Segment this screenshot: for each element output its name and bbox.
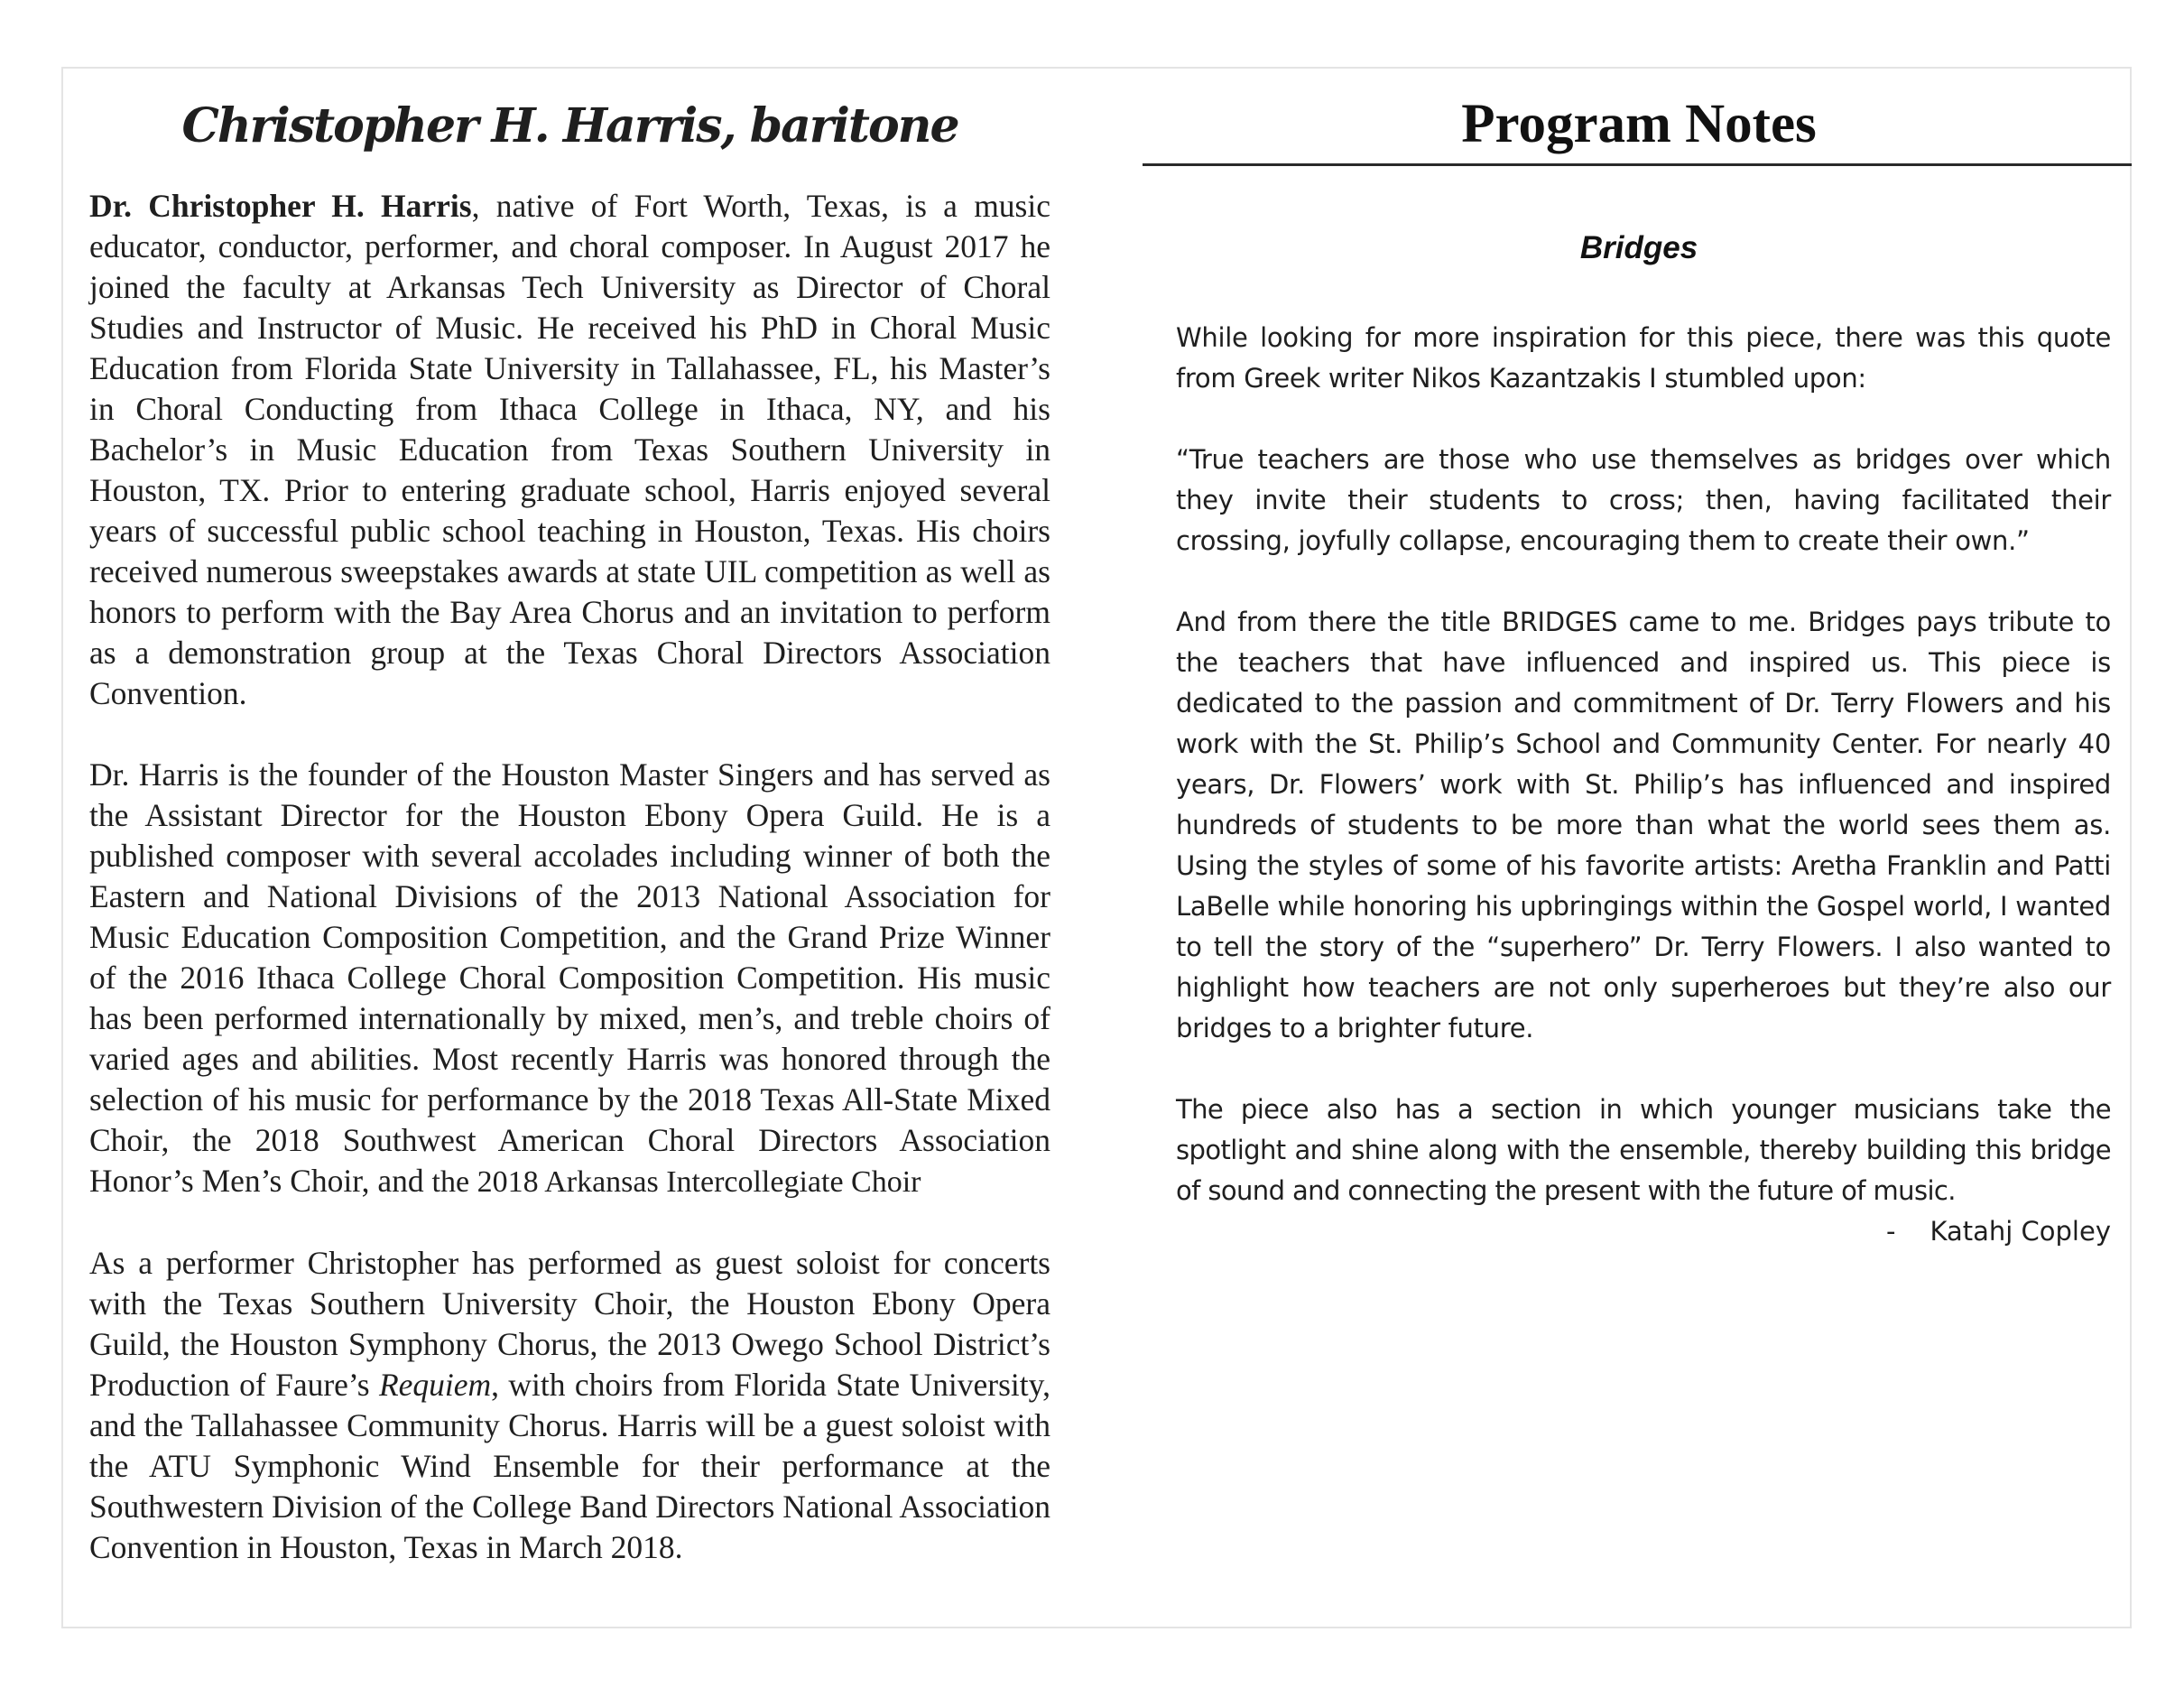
notes-title-rule xyxy=(1143,163,2132,166)
bio-paragraph-1 xyxy=(89,186,1050,714)
signature xyxy=(1176,1211,2111,1252)
bio-paragraph-2 xyxy=(89,755,1050,1202)
bio-paragraph-3-text-a: As a performer Christopher has performed as guest soloist for concerts with the Texas Southern University Choir, the Houston Ebony Opera Guild, the Houston Symphony Chorus, the 2013 Owego School District’s Production of Faure’s xyxy=(89,1245,1050,1403)
bio-paragraph-3 xyxy=(89,1243,1050,1568)
signature-dash: - xyxy=(1885,1216,1896,1247)
note-quote: “True teachers are those who use themselves as bridges over which they invite their students to cross; then, having facilitated their crossing, joyfully collapse, encouraging them to create their own.” xyxy=(1176,444,2111,556)
bio-paragraph-3-text-b: , with choirs from Florida State University, and the Tallahassee Community Chorus. Harris will be a guest soloist with the ATU Symphonic Wind Ensemble for their performance at the Southwestern Division of the College Band Directors National Association Convention in Houston, Texas in March 2018. xyxy=(89,1367,1050,1565)
bio-requiem: Requiem xyxy=(378,1367,492,1403)
note-paragraph-3: And from there the title BRIDGES came to me. Bridges pays tribute to the teachers that have influenced and inspired us. This piece is dedicated to the passion and commitment of Dr. Terry Flowers and his work with the St. Philip’s School and Community Center. For nearly 40 years, Dr. Flowers’ work with St. Philip’s has influenced and inspired hundreds of students to be more than what the world sees them as. Using the styles of some of his favorite artists: Aretha Franklin and Patti LaBelle while honoring his upbringings within the Gospel world, I wanted to tell the story of the “superhero” Dr. Terry Flowers. I also wanted to highlight how teachers are not only superheroes but they’re also our bridges to a brighter future. xyxy=(1176,607,2111,1043)
bio-name: Dr. Christopher H. Harris xyxy=(89,188,472,224)
signature-name: Katahj Copley xyxy=(1930,1216,2111,1247)
piece-title: Bridges xyxy=(1579,230,1698,265)
notes-body xyxy=(1176,318,2111,1252)
note-paragraph-1: While looking for more inspiration for this piece, there was this quote from Greek writer Nikos Kazantzakis I stumbled upon: xyxy=(1176,322,2111,394)
bio-column xyxy=(89,94,1050,1568)
note-paragraph-4: The piece also has a section in which younger musicians take the spotlight and shine along with the ensemble, thereby building this bridge of sound and connecting the present with the future of music. xyxy=(1176,1094,2111,1206)
bio-paragraph-2-text: Dr. Harris is the founder of the Houston Master Singers and has served as the Assistant Director for the Houston Ebony Opera Guild. He is a published composer with several accolades including winner of both the Eastern and National Divisions of the 2013 National Association for Music Education Composition Competition, and the Grand Prize Winner of the 2016 Ithaca College Choral Composition Competition. His music has been performed internationally by mixed, men’s, and treble choirs of varied ages and abilities. Most recently Harris was honored through the selection of his music for performance by the 2018 Texas All-State Mixed Choir, the 2018 Southwest American Choral Directors Association Honor’s Men’s Choir, and xyxy=(89,756,1050,1199)
bio-paragraph-1-text: , native of Fort Worth, Texas, is a music educator, conductor, performer, and choral composer. In August 2017 he joined the faculty at Arkansas Tech University as Director of Choral Studies and Instructor of Music. He received his PhD in Choral Music Education from Florida State University in Tallahassee, FL, his Master’s in Choral Conducting from Ithaca College in Ithaca, NY, and his Bachelor’s in Music Education from Texas Southern University in Houston, TX. Prior to entering graduate school, Harris enjoyed several years of successful public school teaching in Houston, Texas. His choirs received numerous sweepstakes awards at state UIL competition as well as honors to perform with the Bay Area Chorus and an invitation to perform as a demonstration group at the Texas Choral Directors Association Convention. xyxy=(89,188,1050,711)
notes-header xyxy=(1170,90,2108,159)
notes-title: Program Notes xyxy=(1461,94,1817,154)
bio-title: Christopher H. Harris, baritone xyxy=(181,98,958,153)
bio-arkansas-choir: the 2018 Arkansas Intercollegiate Choir xyxy=(431,1165,921,1199)
